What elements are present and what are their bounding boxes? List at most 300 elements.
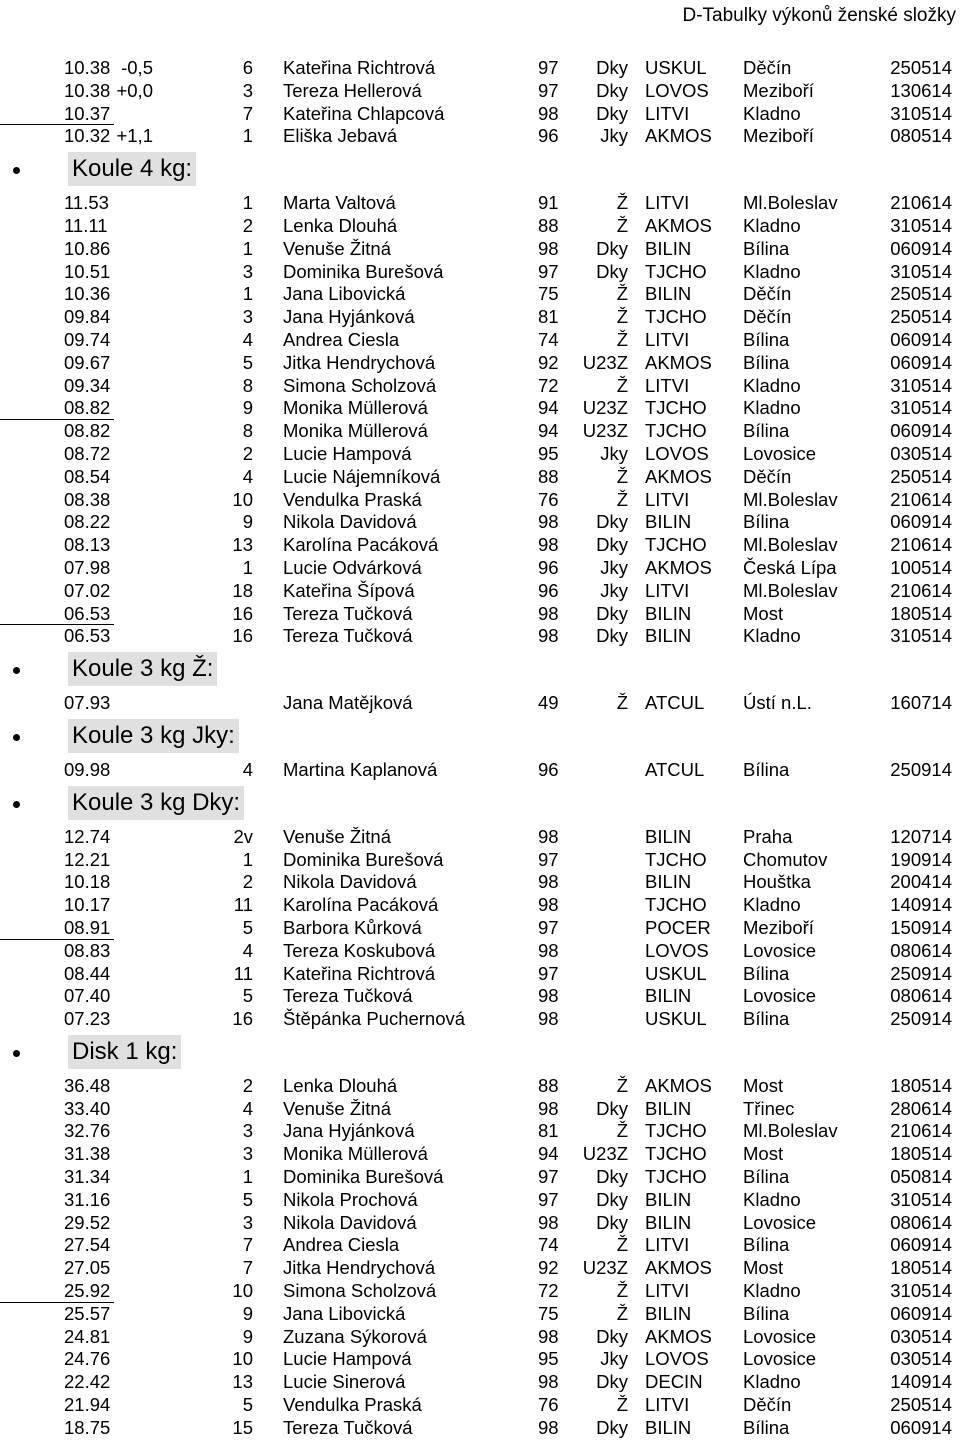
birth-year: 96 xyxy=(538,556,559,578)
venue: Děčín xyxy=(743,57,792,78)
venue: Lovosice xyxy=(743,985,817,1007)
athlete-name: Jana Libovická xyxy=(283,283,406,305)
date: 060914 xyxy=(890,1416,952,1438)
category: U23Z xyxy=(582,397,628,419)
table-row xyxy=(0,557,960,580)
section-heading xyxy=(0,1031,960,1075)
birth-year: 98 xyxy=(538,1008,559,1030)
date: 060914 xyxy=(890,1234,952,1256)
category: Ž xyxy=(616,1280,628,1302)
category: Dky xyxy=(596,1371,628,1393)
club: ATCUL xyxy=(645,758,705,780)
date: 080614 xyxy=(890,939,952,961)
date: 140914 xyxy=(890,1371,952,1393)
venue: Kladno xyxy=(743,374,801,396)
birth-year: 98 xyxy=(538,1097,559,1119)
wind: -0,5 xyxy=(121,57,153,78)
athlete-name: Karolína Pacáková xyxy=(283,894,439,916)
category: Dky xyxy=(596,1097,628,1119)
result: 08.38 xyxy=(64,488,111,510)
date: 250914 xyxy=(890,1008,952,1030)
athlete-name: Barbora Kůrková xyxy=(283,916,422,938)
table-row xyxy=(0,1371,960,1394)
birth-year: 94 xyxy=(538,1143,559,1165)
document-header xyxy=(683,4,957,28)
place: 3 xyxy=(242,1143,253,1165)
venue: Bílina xyxy=(743,237,790,259)
venue: Bílina xyxy=(743,1416,790,1438)
result: 33.40 xyxy=(64,1097,111,1119)
birth-year: 75 xyxy=(538,1302,559,1324)
date: 250514 xyxy=(890,57,952,78)
table-row xyxy=(0,1212,960,1235)
result: 09.84 xyxy=(64,306,111,328)
category: Dky xyxy=(596,602,628,624)
table-row xyxy=(0,1303,960,1326)
date: 310514 xyxy=(890,214,952,236)
club: BILIN xyxy=(645,1097,692,1119)
section-title: Disk 1 kg: xyxy=(68,1035,181,1069)
table-row xyxy=(0,125,960,148)
club: USKUL xyxy=(645,962,707,984)
table-row xyxy=(0,261,960,284)
table-row xyxy=(0,1189,960,1212)
table-row xyxy=(0,625,960,648)
bullet-icon xyxy=(13,801,20,808)
date: 180514 xyxy=(890,1143,952,1165)
venue: Bílina xyxy=(743,1234,790,1256)
category: Dky xyxy=(596,102,628,124)
result: 08.82 xyxy=(64,420,111,442)
result: 08.13 xyxy=(64,534,111,556)
category: Ž xyxy=(616,692,628,714)
category: Ž xyxy=(616,374,628,396)
venue: Lovosice xyxy=(743,1348,817,1370)
result: 21.94 xyxy=(64,1394,111,1416)
category: U23Z xyxy=(582,1257,628,1279)
club: AKMOS xyxy=(645,214,712,236)
place: 4 xyxy=(242,939,253,961)
result: 09.74 xyxy=(64,328,111,350)
place: 2 xyxy=(242,1074,253,1096)
date: 250914 xyxy=(890,962,952,984)
table-row xyxy=(0,1075,960,1098)
club: BILIN xyxy=(645,1302,692,1324)
category: Ž xyxy=(616,1234,628,1256)
place: 1 xyxy=(242,192,253,214)
result: 08.82 xyxy=(64,397,111,419)
athlete-name: Dominika Burešová xyxy=(283,260,444,282)
section-title: Koule 3 kg Dky: xyxy=(68,786,244,820)
club: LITVI xyxy=(645,579,690,601)
place: 2 xyxy=(242,214,253,236)
result: 10.32 xyxy=(64,125,111,147)
table-row xyxy=(0,306,960,329)
result: 10.86 xyxy=(64,237,111,259)
birth-year: 96 xyxy=(538,758,559,780)
birth-year: 97 xyxy=(538,260,559,282)
date: 030514 xyxy=(890,1325,952,1347)
result: 08.22 xyxy=(64,511,111,533)
date: 150914 xyxy=(890,916,952,938)
athlete-name: Tereza Koskubová xyxy=(283,939,436,961)
table-row xyxy=(0,534,960,557)
result: 11.11 xyxy=(64,214,108,236)
category: Ž xyxy=(616,214,628,236)
table-row xyxy=(0,420,960,443)
club: BILIN xyxy=(645,602,692,624)
athlete-name: Vendulka Praská xyxy=(283,1394,422,1416)
date: 310514 xyxy=(890,260,952,282)
venue: Ml.Boleslav xyxy=(743,534,838,556)
athlete-name: Jana Libovická xyxy=(283,1302,406,1324)
result: 25.92 xyxy=(64,1280,111,1302)
birth-year: 76 xyxy=(538,488,559,510)
result: 27.54 xyxy=(64,1234,111,1256)
date: 060914 xyxy=(890,1302,952,1324)
birth-year: 88 xyxy=(538,1074,559,1096)
date: 140914 xyxy=(890,894,952,916)
club: LOVOS xyxy=(645,1348,709,1370)
date: 200414 xyxy=(890,871,952,893)
result: 32.76 xyxy=(64,1120,111,1142)
table-row xyxy=(0,329,960,352)
athlete-name: Jana Hyjánková xyxy=(283,1120,415,1142)
result: 06.53 xyxy=(64,625,111,647)
place: 1 xyxy=(242,556,253,578)
section-heading xyxy=(0,782,960,826)
venue: Ml.Boleslav xyxy=(743,1120,838,1142)
venue: Děčín xyxy=(743,465,792,487)
date: 180514 xyxy=(890,602,952,624)
place: 3 xyxy=(242,260,253,282)
athlete-name: Lenka Dlouhá xyxy=(283,1074,398,1096)
date: 210614 xyxy=(890,488,952,510)
date: 080514 xyxy=(890,125,952,147)
club: LITVI xyxy=(645,488,690,510)
athlete-name: Tereza Tučková xyxy=(283,602,413,624)
birth-year: 98 xyxy=(538,534,559,556)
date: 080614 xyxy=(890,1211,952,1233)
date: 210614 xyxy=(890,534,952,556)
venue: Lovosice xyxy=(743,442,817,464)
table-row xyxy=(0,1098,960,1121)
result: 08.83 xyxy=(64,939,111,961)
section-heading xyxy=(0,715,960,759)
athlete-name: Dominika Burešová xyxy=(283,848,444,870)
result: 09.98 xyxy=(64,758,111,780)
athlete-name: Jitka Hendrychová xyxy=(283,1257,436,1279)
table-row xyxy=(0,283,960,306)
birth-year: 95 xyxy=(538,1348,559,1370)
place: 7 xyxy=(242,102,253,124)
category: Jky xyxy=(600,125,628,147)
table-row xyxy=(0,466,960,489)
birth-year: 97 xyxy=(538,1166,559,1188)
category: Ž xyxy=(616,465,628,487)
venue: Ml.Boleslav xyxy=(743,192,838,214)
category: Dky xyxy=(596,1325,628,1347)
table-row xyxy=(0,692,960,715)
result: 10.17 xyxy=(64,894,111,916)
venue: Děčín xyxy=(743,1394,792,1416)
venue: Děčín xyxy=(743,306,792,328)
venue: Meziboří xyxy=(743,79,814,101)
result: 10.51 xyxy=(64,260,111,282)
category: Dky xyxy=(596,1188,628,1210)
venue: Ústí n.L. xyxy=(743,692,812,714)
category: Dky xyxy=(596,260,628,282)
venue: Kladno xyxy=(743,1280,801,1302)
athlete-name: Kateřina Šípová xyxy=(283,579,415,601)
venue: Třinec xyxy=(743,1097,795,1119)
club: TJCHO xyxy=(645,1166,707,1188)
result: 08.44 xyxy=(64,962,111,984)
club: TJCHO xyxy=(645,397,707,419)
table-row xyxy=(0,397,960,420)
venue: Bílina xyxy=(743,420,790,442)
place: 9 xyxy=(242,1325,253,1347)
birth-year: 98 xyxy=(538,1371,559,1393)
date: 250514 xyxy=(890,306,952,328)
place: 9 xyxy=(242,397,253,419)
table-row xyxy=(0,511,960,534)
place: 11 xyxy=(233,962,253,984)
place: 1 xyxy=(242,125,253,147)
place: 5 xyxy=(242,1394,253,1416)
date: 210614 xyxy=(890,192,952,214)
club: AKMOS xyxy=(645,1325,712,1347)
table-row xyxy=(0,1143,960,1166)
venue: Most xyxy=(743,1143,784,1165)
club: BILIN xyxy=(645,985,692,1007)
athlete-name: Lenka Dlouhá xyxy=(283,214,398,236)
date: 060914 xyxy=(890,328,952,350)
venue: Lovosice xyxy=(743,1325,817,1347)
club: LITVI xyxy=(645,1234,690,1256)
date: 310514 xyxy=(890,374,952,396)
table-row xyxy=(0,1394,960,1417)
date: 190914 xyxy=(890,848,952,870)
category: U23Z xyxy=(582,420,628,442)
section-title: Koule 3 kg Ž: xyxy=(68,652,217,686)
club: USKUL xyxy=(645,1008,707,1030)
document-title: D-Tabulky výkonů ženské složky xyxy=(682,5,956,26)
athlete-name: Andrea Ciesla xyxy=(283,1234,400,1256)
athlete-name: Lucie Sinerová xyxy=(283,1371,406,1393)
club: LOVOS xyxy=(645,442,709,464)
athlete-name: Lucie Hampová xyxy=(283,442,412,464)
athlete-name: Kateřina Richtrová xyxy=(283,57,436,78)
bullet-icon xyxy=(13,734,20,741)
athlete-name: Venuše Žitná xyxy=(283,237,391,259)
athlete-name: Monika Müllerová xyxy=(283,420,428,442)
table-row xyxy=(0,215,960,238)
birth-year: 76 xyxy=(538,1394,559,1416)
venue: Bílina xyxy=(743,962,790,984)
club: LITVI xyxy=(645,102,690,124)
section-heading xyxy=(0,648,960,692)
birth-year: 98 xyxy=(538,939,559,961)
venue: Houštka xyxy=(743,871,811,893)
place: 8 xyxy=(242,420,253,442)
club: DECIN xyxy=(645,1371,703,1393)
birth-year: 88 xyxy=(538,214,559,236)
category: Jky xyxy=(600,1348,628,1370)
category: Ž xyxy=(616,1302,628,1324)
club: LOVOS xyxy=(645,939,709,961)
birth-year: 98 xyxy=(538,1416,559,1438)
athlete-name: Lucie Nájemníková xyxy=(283,465,441,487)
result: 29.52 xyxy=(64,1211,111,1233)
place: 15 xyxy=(232,1416,253,1438)
club: TJCHO xyxy=(645,1120,707,1142)
result: 27.05 xyxy=(64,1257,111,1279)
result: 10.18 xyxy=(64,871,111,893)
athlete-name: Monika Müllerová xyxy=(283,397,428,419)
birth-year: 98 xyxy=(538,985,559,1007)
place: 5 xyxy=(242,351,253,373)
result: 07.98 xyxy=(64,556,111,578)
athlete-name: Lucie Hampová xyxy=(283,1348,412,1370)
birth-year: 98 xyxy=(538,602,559,624)
venue: Bílina xyxy=(743,1302,790,1324)
table-row xyxy=(0,917,960,940)
birth-year: 98 xyxy=(538,825,559,847)
table-row xyxy=(0,57,960,80)
date: 310514 xyxy=(890,625,952,647)
section-title: Koule 4 kg: xyxy=(68,152,196,186)
table-row xyxy=(0,192,960,215)
table-row xyxy=(0,1280,960,1303)
venue: Kladno xyxy=(743,260,801,282)
table-row xyxy=(0,1417,960,1440)
club: LITVI xyxy=(645,1280,690,1302)
category: Ž xyxy=(616,1120,628,1142)
wind: +1,1 xyxy=(116,125,153,147)
athlete-name: Lucie Odvárková xyxy=(283,556,422,578)
place: 13 xyxy=(232,1371,253,1393)
club: ATCUL xyxy=(645,692,705,714)
birth-year: 98 xyxy=(538,894,559,916)
club: BILIN xyxy=(645,511,692,533)
table-row xyxy=(0,894,960,917)
result: 24.81 xyxy=(64,1325,111,1347)
athlete-name: Karolína Pacáková xyxy=(283,534,439,556)
venue: Kladno xyxy=(743,214,801,236)
club: AKMOS xyxy=(645,465,712,487)
category: Dky xyxy=(596,237,628,259)
date: 250514 xyxy=(890,283,952,305)
club: BILIN xyxy=(645,1416,692,1438)
table-row xyxy=(0,940,960,963)
result: 06.53 xyxy=(64,602,111,624)
date: 060914 xyxy=(890,351,952,373)
place: 5 xyxy=(242,1188,253,1210)
place: 4 xyxy=(242,328,253,350)
section-heading xyxy=(0,148,960,192)
category: Jky xyxy=(600,442,628,464)
place: 4 xyxy=(242,1097,253,1119)
category: Dky xyxy=(596,57,628,78)
result: 36.48 xyxy=(64,1074,111,1096)
date: 310514 xyxy=(890,1188,952,1210)
date: 060914 xyxy=(890,237,952,259)
place: 10 xyxy=(232,1280,253,1302)
place: 3 xyxy=(242,1120,253,1142)
birth-year: 74 xyxy=(538,1234,559,1256)
date: 160714 xyxy=(890,692,952,714)
athlete-name: Nikola Davidová xyxy=(283,1211,417,1233)
place: 3 xyxy=(242,306,253,328)
table-row xyxy=(0,238,960,261)
place: 9 xyxy=(242,1302,253,1324)
table-row xyxy=(0,580,960,603)
athlete-name: Tereza Tučková xyxy=(283,985,413,1007)
birth-year: 94 xyxy=(538,420,559,442)
table-row xyxy=(0,103,960,126)
club: BILIN xyxy=(645,871,692,893)
place: 1 xyxy=(242,237,253,259)
club: AKMOS xyxy=(645,351,712,373)
club: AKMOS xyxy=(645,556,712,578)
place: 5 xyxy=(242,916,253,938)
birth-year: 88 xyxy=(538,465,559,487)
result: 24.76 xyxy=(64,1348,111,1370)
place: 4 xyxy=(242,465,253,487)
category: Dky xyxy=(596,625,628,647)
category: Ž xyxy=(616,1394,628,1416)
birth-year: 75 xyxy=(538,283,559,305)
club: BILIN xyxy=(645,625,692,647)
birth-year: 96 xyxy=(538,579,559,601)
date: 280614 xyxy=(890,1097,952,1119)
result: 08.54 xyxy=(64,465,111,487)
birth-year: 97 xyxy=(538,1188,559,1210)
result: 08.72 xyxy=(64,442,111,464)
athlete-name: Simona Scholzová xyxy=(283,374,437,396)
result: 12.74 xyxy=(64,825,111,847)
athlete-name: Nikola Davidová xyxy=(283,871,417,893)
table-row xyxy=(0,603,960,626)
place: 2 xyxy=(242,871,253,893)
athlete-name: Nikola Prochová xyxy=(283,1188,418,1210)
category: U23Z xyxy=(582,1143,628,1165)
club: TJCHO xyxy=(645,534,707,556)
venue: Meziboří xyxy=(743,125,814,147)
athlete-name: Dominika Burešová xyxy=(283,1166,444,1188)
venue: Kladno xyxy=(743,625,801,647)
birth-year: 91 xyxy=(538,192,559,214)
club: POCER xyxy=(645,916,711,938)
birth-year: 81 xyxy=(538,1120,559,1142)
place: 18 xyxy=(232,579,253,601)
athlete-name: Jana Matějková xyxy=(283,692,413,714)
result: 18.75 xyxy=(64,1416,111,1438)
result: 25.57 xyxy=(64,1302,111,1324)
table-row xyxy=(0,1326,960,1349)
table-row xyxy=(0,375,960,398)
club: BILIN xyxy=(645,283,692,305)
venue: Ml.Boleslav xyxy=(743,579,838,601)
date: 060914 xyxy=(890,511,952,533)
place: 9 xyxy=(242,511,253,533)
venue: Most xyxy=(743,1257,784,1279)
result: 07.40 xyxy=(64,985,111,1007)
athlete-name: Andrea Ciesla xyxy=(283,328,400,350)
venue: Kladno xyxy=(743,102,801,124)
result: 07.93 xyxy=(64,692,111,714)
